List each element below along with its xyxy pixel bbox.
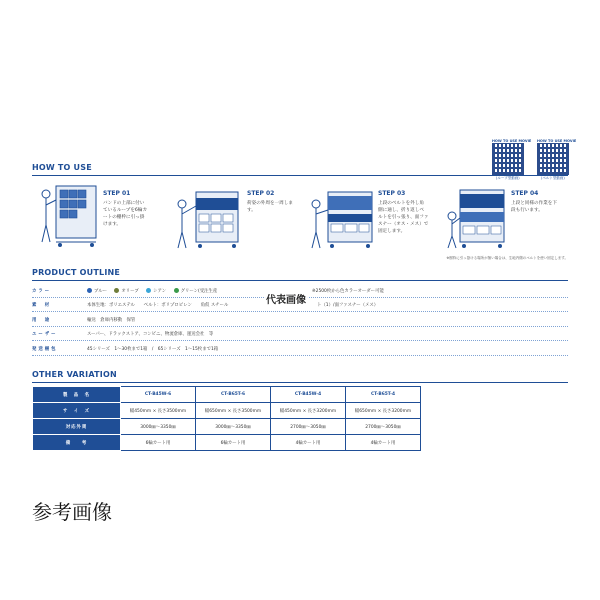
step-01-illustration-icon: [38, 180, 98, 250]
how-to-use-divider: [32, 175, 568, 176]
variation-row-label: サ イ ズ: [33, 403, 121, 419]
outline-label-user: ユーザー: [32, 332, 58, 337]
variation-cell: 幅450mm × 長さ3500mm: [121, 403, 196, 419]
variation-row-label: 対応外周: [33, 419, 121, 435]
other-variation-title: OTHER VARIATION: [32, 370, 117, 379]
step-03-text: 上段のベルトを外し角 側に通し、折り返しベ ルトを引っ張り、面ファ スナー（オス・メス）で 固定します。: [378, 201, 429, 234]
variation-row-label: 備 考: [33, 435, 121, 451]
color-item-cyan: [146, 288, 166, 294]
qr-title-belt: HOW TO USE MOVIE: [537, 139, 577, 143]
table-row: [33, 419, 421, 435]
outline-label-shipping: 発送梱包: [32, 347, 58, 352]
step-01-text: バンドの上部に付い ているループを6輪カ ートの棚枠に引っ掛 けます。: [103, 201, 148, 227]
variation-table: [32, 386, 421, 451]
variation-cell: 幅650mm × 長さ3200mm: [346, 403, 421, 419]
qr-title-loop: HOW TO USE MOVIE: [492, 139, 532, 143]
how-to-use-note: ※樹枠に引っ掛ける場所が無い場合は、生地内側のベルトを使い固定します。: [446, 256, 568, 260]
qr-code-loop-icon[interactable]: [493, 144, 523, 174]
blue-swatch-icon: [87, 288, 92, 293]
cyan-swatch-icon: [146, 288, 151, 293]
variation-cell: 3000㎜〜3350㎜: [196, 419, 271, 435]
how-to-use-title: HOW TO USE: [32, 163, 92, 172]
color-item-blue: [87, 288, 107, 294]
variation-cell: 2700㎜〜3050㎜: [271, 419, 346, 435]
color-name: ブルー: [94, 289, 107, 294]
qr-caption-loop: (ループ型動画): [496, 176, 520, 180]
outline-value-shipping: 45シリーズ 1〜30枚まで1箱 / 65シリーズ 1〜15枚まで1箱: [87, 347, 219, 352]
other-variation-divider: [32, 382, 568, 383]
table-row: [33, 387, 421, 403]
outline-value-user: スーパー、ドラックストア、コンビニ、物流倉庫、運送会社 等: [87, 332, 214, 337]
step-02-text: 荷姿の外周を一周しま す。: [247, 201, 293, 213]
table-row: [33, 403, 421, 419]
step-02-title: STEP 02: [247, 190, 275, 197]
variation-product-name: CT-B45W-4: [271, 387, 346, 403]
color-name: グリーン(受注生産: [180, 289, 218, 294]
step-04-title: STEP 04: [511, 190, 539, 197]
step-03-illustration-icon: [306, 184, 376, 250]
color-item-green: [174, 288, 218, 294]
variation-cell: 4輪カート用: [271, 435, 346, 451]
outline-label-material: 素 材: [32, 303, 52, 308]
table-row: [33, 435, 421, 451]
outline-row-usage: [32, 314, 568, 327]
product-outline-divider: [32, 280, 568, 281]
variation-cell: 幅650mm × 長さ3500mm: [196, 403, 271, 419]
variation-cell: 3000㎜〜3350㎜: [121, 419, 196, 435]
variation-cell: 6輪カート用: [196, 435, 271, 451]
outline-value-material: 本体生地：ポリエステル ベルト：ポリプロピレン 角仮 スチール: [87, 303, 229, 308]
green-swatch-icon: [174, 288, 179, 293]
color-name: シアン: [153, 289, 167, 294]
variation-cell: 4輪カート用: [346, 435, 421, 451]
outline-row-shipping: [32, 343, 568, 356]
variation-product-name: CT-B65T-6: [196, 387, 271, 403]
outline-value-material-extra: ト（1）/面ファスナー（メス）: [317, 303, 379, 308]
variation-product-name: CT-B65T-4: [346, 387, 421, 403]
product-outline-title: PRODUCT OUTLINE: [32, 268, 121, 277]
outline-label-color: カラー: [32, 289, 52, 294]
outline-row-user: [32, 328, 568, 341]
variation-cell: 2700㎜〜3050㎜: [346, 419, 421, 435]
step-03-title: STEP 03: [378, 190, 406, 197]
variation-cell: 幅450mm × 長さ3200mm: [271, 403, 346, 419]
olive-swatch-icon: [114, 288, 119, 293]
color-extra-note: ※2500枚から色カラーオーダー可能: [312, 289, 384, 294]
color-name: オリーブ: [121, 289, 139, 294]
step-02-illustration-icon: [170, 184, 240, 250]
step-04-text: 上段と同様の作業を下 段も行います。: [511, 201, 557, 213]
representative-image-watermark: 代表画像: [264, 291, 308, 306]
color-list: [87, 288, 223, 294]
qr-caption-belt: (ベルト型動画): [541, 176, 565, 180]
variation-header-product: 製 品 名: [33, 387, 121, 403]
color-item-olive: [114, 288, 138, 294]
step-04-illustration-icon: [444, 180, 508, 250]
outline-label-usage: 用 途: [32, 318, 52, 323]
variation-product-name: CT-B45W-6: [121, 387, 196, 403]
step-01-title: STEP 01: [103, 190, 131, 197]
qr-code-belt-icon[interactable]: [538, 144, 568, 174]
reference-image-label: 参考画像: [32, 500, 112, 524]
outline-value-usage: 輸送 倉庫内移動 保管: [87, 318, 136, 323]
variation-cell: 6輪カート用: [121, 435, 196, 451]
